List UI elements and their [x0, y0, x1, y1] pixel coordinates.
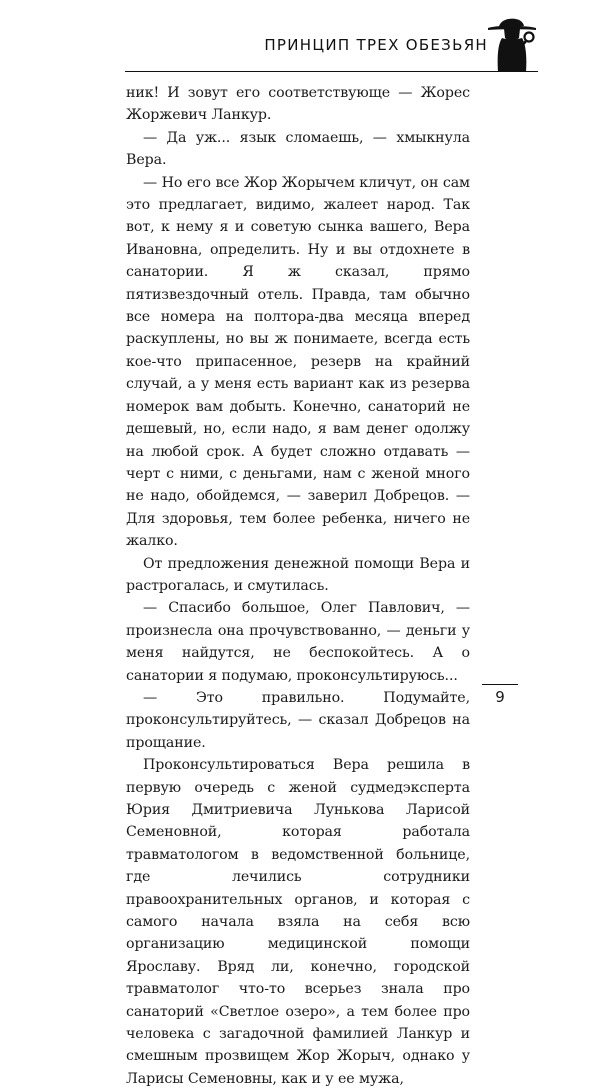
detective-silhouette-icon [486, 14, 538, 72]
paragraph: От предложения денежной помощи Вера и растрогалась, и смутилась. [126, 555, 470, 594]
paragraph: — Да уж... язык сломаешь, — хмыкнула Вера. [126, 129, 470, 169]
folio-rule [482, 684, 518, 685]
paragraph: — Спасибо большое, Олег Павлович, — произнесла она прочувствованно, — деньги у меня найдутся, не беспокойтесь. А о санатории я подумаю, проконсультируюсь... [126, 600, 470, 684]
header-rule [125, 71, 538, 72]
body-text [126, 82, 470, 1090]
paragraph: — Это правильно. Подумайте, проконсультируйтесь, — сказал Добрецов на прощание. [126, 689, 470, 751]
paragraph: — Но его все Жор Жорычем кличут, он сам это предлагает, видимо, жалеет народ. Так вот, к нему я и советую сынка вашего, Вера Ивановна, определить. Ну и вы отдохнете в санатории. Я ж сказал, прямо пятизвездочный отель. Правда, там обычно все номера на полтора-два месяца вперед раскуплены, но вы ж понимаете, всегда есть кое-что припасенное, резерв на крайний случай, а у меня есть вариант как из резерва номерок вам добыть. Конечно, санаторий не дешевый, но, если надо, я вам денег одолжу на любой срок. А будет сложно отдавать — черт с ними, с деньгами, нам с женой много не надо, обойдемся, — заверил Добрецов. — Для здоровья, тем более ребенка, ничего не жалко. [126, 174, 470, 550]
running-title: ПРИНЦИП ТРЕХ ОБЕЗЬЯН [264, 36, 488, 54]
paragraph: Проконсультироваться Вера решила в первую очередь с женой судмедэксперта Юрия Дмитриевича Лунькова Ларисой Семеновной, которая работала травматологом в ведомственной больнице, где лечились сотрудники правоохранительных органов, и которая с самого начала взяла на себя всю организацию медицинской помощи Ярославу. Вряд ли, конечно, городской травматолог что-то всерьез знала про санаторий «Светлое озеро», а тем более про человека с загадочной фамилией Ланкур и смешным прозвищем Жор Жорыч, однако у Ларисы Семеновны, как и у ее мужа, [126, 757, 470, 1087]
page-number: 9 [495, 688, 505, 706]
paragraph: ник! И зовут его соответствующе — Жорес Жоржевич Ланкур. [126, 85, 470, 124]
